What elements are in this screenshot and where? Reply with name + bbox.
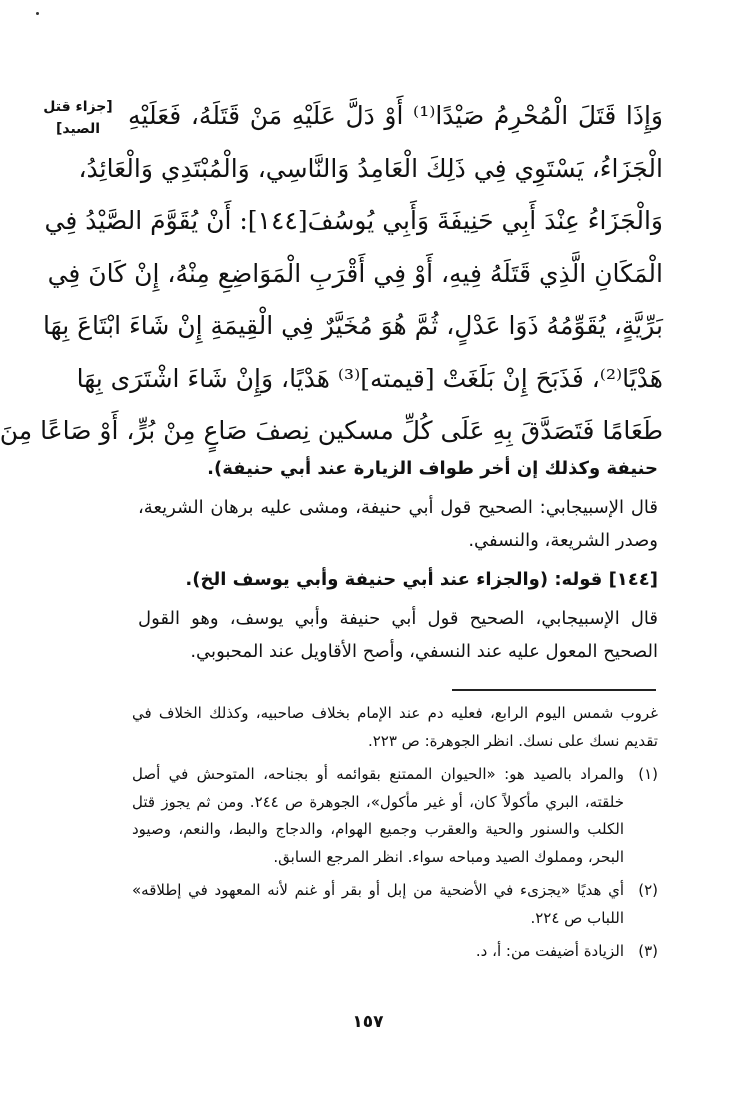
footnote-number: (١)	[638, 765, 658, 783]
side-note-heading: [جزاء قتل الصيد]	[43, 99, 113, 137]
commentary-heading: [١٤٤] قوله: (والجزاء عند أبي حنيفة وأبي يوسف الخ).	[185, 569, 658, 590]
commentary-paragraph: حنيفة وكذلك إن أخر طواف الزيارة عند أبي حنيفة).	[207, 458, 658, 479]
commentary	[138, 452, 658, 674]
footnote-item	[132, 938, 658, 972]
main-text-line: وَالْجَزَاءُ عِنْدَ أَبِي حَنِيفَةَ وَأَبِي يُوسُفَ[١٤٤]: أَنْ يُقَوَّمَ الصَّيْدُ فِي	[44, 206, 663, 235]
footnote-divider	[452, 689, 656, 691]
page-mark	[36, 12, 39, 15]
commentary-paragraph: قال الإسبيجابي، الصحيح قول أبي حنيفة وأبي يوسف، وهو القول الصحيح المعول عليه عند النسفي، وأصح الأقاويل عند المحبوبي.	[138, 608, 658, 662]
footnote-item	[132, 877, 658, 938]
page-number: ١٥٧	[352, 1012, 384, 1032]
footnote-text: الزيادة أضيفت من: أ، د.	[475, 942, 624, 960]
main-text-line: الْمَكَانِ الَّذِي قَتَلَهُ فِيهِ، أَوْ فِي أَقْرَبِ الْمَوَاضِعِ مِنْهُ، إِنْ كَانَ فِي	[47, 258, 663, 288]
main-text-line: الْجَزَاءُ، يَسْتَوِي فِي ذَلِكَ الْعَامِدُ وَالنَّاسِي، وَالْمُبْتَدِي وَالْعَائِدُ،	[78, 153, 663, 183]
footnote-text: والمراد بالصيد هو: «الحيوان الممتنع بقوائمه أو بجناحه، المتوحش في أصل خلقته، البري مأكولاً كان، أو غير مأكول»، الجوهرة ص ٢٤٤. ومن ثم يجوز قتل الكلب والسنور والحية والعقرب وجميع الهوام، والدجاج والبط، والنعم، وصيود البحر، ومملوك الصيد ومباحه سواء. انظر المرجع السابق.	[132, 765, 624, 866]
commentary-paragraph: قال الإسبيجابي: الصحيح قول أبي حنيفة، ومشى عليه برهان الشريعة، وصدر الشريعة، والنسفي.	[138, 497, 658, 551]
footnote-number: (٢)	[638, 881, 658, 899]
main-text-line: طَعَامًا فَتَصَدَّقَ بِهِ عَلَى كُلِّ مسكين نِصفَ صَاعٍ مِنْ بُرٍّ، أَوْ صَاعًا مِنَ	[0, 416, 663, 445]
footnotes	[132, 700, 658, 972]
main-text-line: هَدْيًا⁽²⁾، فَذَبَحَ إِنْ بَلَغَتْ [قيمته]⁽³⁾ هَدْيًا، وَإِنْ شَاءَ اشْتَرَى بِهَا	[76, 363, 663, 393]
main-text-line: بَرِّيَّةٍ، يُقَوِّمُهُ ذَوَا عَدْلٍ، ثُمَّ هُوَ مُخَيَّرٌ فِي الْقِيمَةِ إِنْ شَاءَ ابْتَاعَ بِهَا	[43, 311, 663, 340]
footnote-text: أي هديًا «يجزىء في الأضحية من إبل أو بقر أو غنم لأنه المعهود في إطلاقه» اللباب ص ٢٢٤.	[132, 881, 624, 927]
footnote-item	[132, 761, 658, 877]
footnote-number: (٣)	[638, 942, 658, 960]
main-text-line: وَإِذَا قَتَلَ الْمُحْرِمُ صَيْدًا⁽¹⁾ أَوْ دَلَّ عَلَيْهِ مَنْ قَتَلَهُ، فَعَلَيْهِ	[128, 101, 663, 130]
footnote-continuation: غروب شمس اليوم الرابع، فعليه دم عند الإمام بخلاف صاحبيه، وكذلك الخلاف في تقديم نسك على نسك. انظر الجوهرة: ص ٢٢٣.	[132, 704, 658, 750]
